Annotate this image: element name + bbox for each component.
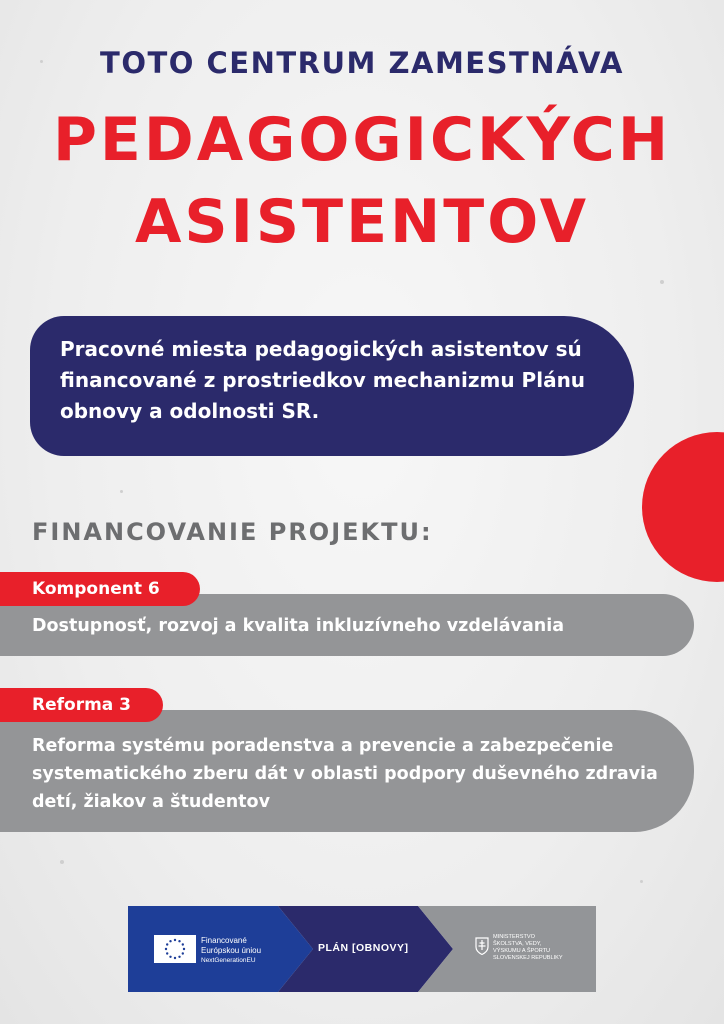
eu-logo-line: Financované [201,936,247,945]
financing-item-tag: Reforma 3 [0,688,163,722]
background-speck [120,490,123,493]
eu-logo-line: NextGenerationEU [201,957,256,964]
background-speck [660,280,664,284]
ministry-logo-text [493,934,563,962]
logo-strip [128,906,596,992]
header-title-line2: ASISTENTOV [134,187,590,257]
info-text: Pracovné miesta pedagogických asistentov sú financované z prostriedkov mechanizmu Plánu obnovy a odolnosti SR. [60,337,586,423]
info-banner [30,316,634,456]
financing-item-tag: Komponent 6 [0,572,200,606]
header-title-line1: PEDAGOGICKÝCH [52,105,672,175]
eu-logo-line: Európskou úniou [201,946,262,955]
decorative-red-circle [642,432,724,582]
slovak-crest-icon [475,937,489,955]
eu-stars-icon [164,938,186,960]
financing-item-text: Dostupnosť, rozvoj a kvalita inkluzívneho vzdelávania [32,616,565,636]
financing-item-text: Reforma systému poradenstva a prevencie a zabezpečenie systematického zberu dát v oblasti podpory duševného zdravia detí, žiakov a študentov [32,736,658,812]
eu-flag-icon [154,935,196,963]
financing-item-bar [0,710,694,832]
ministry-logo-line: SLOVENSKEJ REPUBLIKY [493,955,563,961]
plan-obnovy-logo: PLÁN [OBNOVY] [318,942,409,954]
header-eyebrow: TOTO CENTRUM ZAMESTNÁVA [100,46,624,80]
background-speck [60,860,64,864]
eu-logo-text [201,936,261,966]
background-speck [640,880,643,883]
ministry-logo-line: MINISTERSTVO [493,934,535,940]
financing-title: FINANCOVANIE PROJEKTU: [32,518,433,546]
ministry-logo-line: ŠKOLSTVA, VEDY, [493,941,542,947]
ministry-logo-line: VÝSKUMU A ŠPORTU [493,948,551,954]
